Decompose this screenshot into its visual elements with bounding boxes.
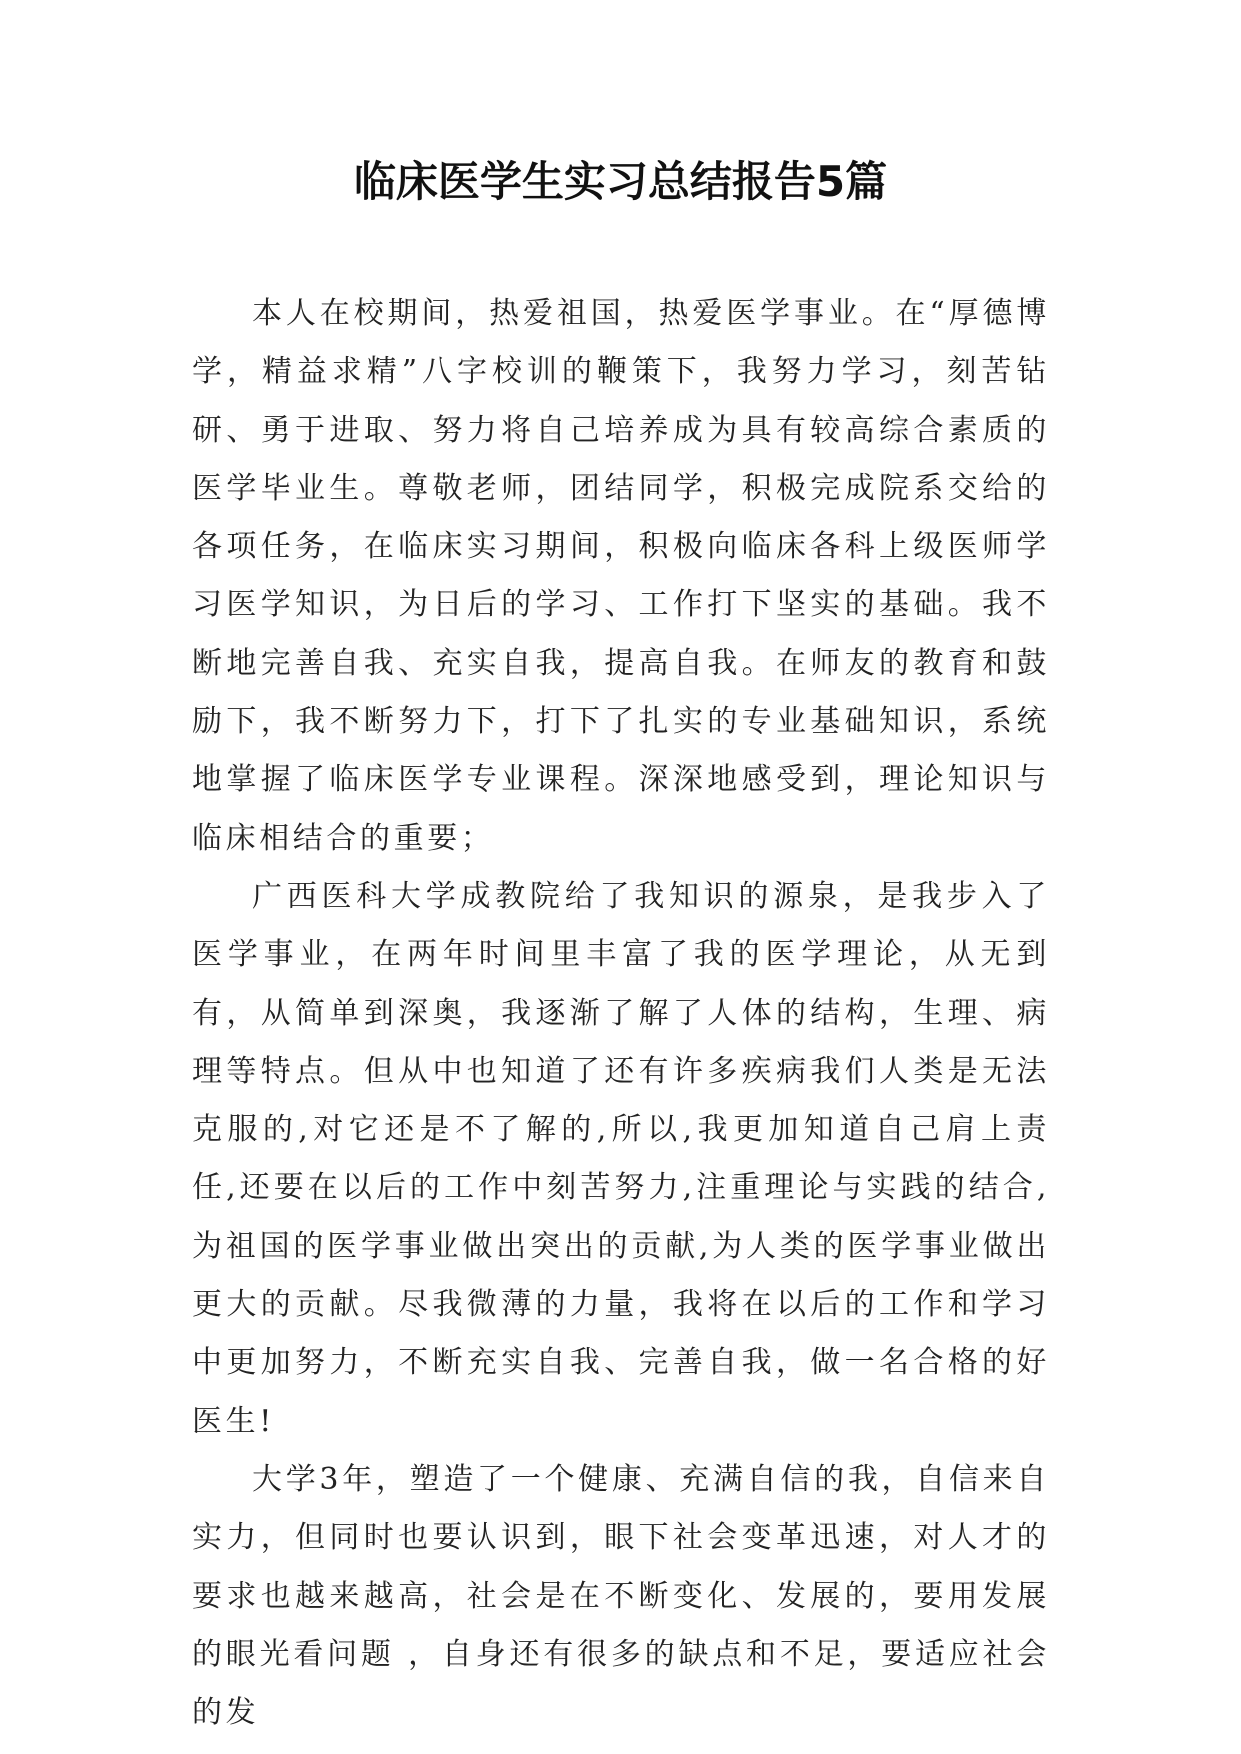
paragraph-2: 广西医科大学成教院给了我知识的源泉，是我步入了医学事业，在两年时间里丰富了我的医学理论，从无到有，从简单到深奥，我逐渐了解了人体的结构，生理、病理等特点。但从中也知道了还有许多疾病我们人类是无法克服的,对它还是不了解的,所以,我更加知道自己肩上责任,还要在以后的工作中刻苦努力,注重理论与实践的结合,为祖国的医学事业做出突出的贡献,为人类的医学事业做出更大的贡献。尽我微薄的力量，我将在以后的工作和学习中更加努力，不断充实自我、完善自我，做一名合格的好医生! <box>192 878 1050 1439</box>
document-title: 临床医学生实习总结报告5篇 <box>353 157 888 206</box>
paragraph-1: 本人在校期间，热爱祖国，热爱医学事业。在“厚德博学，精益求精”八字校训的鞭策下，我努力学习，刻苦钻研、勇于进取、努力将自己培养成为具有较高综合素质的医学毕业生。尊敬老师，团结同学，积极完成院系交给的各项任务，在临床实习期间，积极向临床各科上级医师学习医学知识，为日后的学习、工作打下坚实的基础。我不断地完善自我、充实自我，提高自我。在师友的教育和鼓励下，我不断努力下，打下了扎实的专业基础知识，系统地掌握了临床医学专业课程。深深地感受到，理论知识与临床相结合的重要； <box>192 296 1050 856</box>
paragraph-3: 大学3年，塑造了一个健康、充满自信的我，自信来自实力，但同时也要认识到，眼下社会变革迅速，对人才的要求也越来越高，社会是在不断变化、发展的，要用发展的眼光看问题 ，自身还有很多的缺点和不足，要适应社会的发 <box>192 1461 1050 1731</box>
document-body <box>192 285 1050 1742</box>
